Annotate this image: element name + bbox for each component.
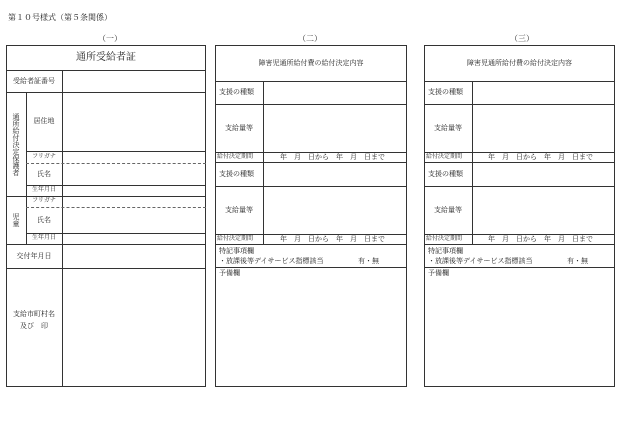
- furigana-label: フリガナ: [32, 152, 56, 160]
- section-label-one: （一）: [98, 34, 122, 44]
- amount-field[interactable]: [473, 105, 614, 151]
- child-furigana-field[interactable]: [63, 197, 205, 206]
- child-birthdate-label: 生年月日: [31, 234, 56, 242]
- divider: [263, 234, 264, 244]
- child-name-field[interactable]: [63, 208, 205, 232]
- remarks-label: 予備欄: [219, 269, 240, 277]
- period-value: 年 月 日から 年 月 日まで: [488, 234, 593, 243]
- guardian-group-label: 通所給付決定保護者: [12, 112, 21, 176]
- child-group-label: 児童: [12, 213, 21, 227]
- certificate-title: 通所受給者証: [76, 51, 136, 63]
- name-field[interactable]: [63, 164, 205, 184]
- child-birthdate-field[interactable]: [63, 234, 205, 243]
- remarks-field[interactable]: [216, 280, 406, 386]
- service-type-field[interactable]: [264, 163, 406, 185]
- amount-label: 支給量等: [434, 123, 462, 132]
- address-field[interactable]: [63, 93, 205, 150]
- child-name-label: 氏名: [37, 215, 51, 224]
- amount-field[interactable]: [264, 187, 406, 233]
- divider: [424, 267, 615, 268]
- decision-title-three: 障害児通所給付費の給付決定内容: [467, 58, 572, 67]
- section-label-three: （三）: [510, 34, 534, 44]
- issuer-label-line2: 及び 印: [20, 321, 48, 330]
- furigana-field[interactable]: [63, 152, 205, 162]
- name-label: 氏名: [37, 169, 51, 178]
- form-number: 第１０号様式（第５条関係）: [8, 13, 112, 22]
- period-value: 年 月 日から 年 月 日まで: [488, 152, 593, 161]
- special-notes-label: 特記事項欄: [428, 247, 463, 255]
- special-notes-label: 特記事項欄: [219, 247, 254, 255]
- divider: [472, 234, 473, 244]
- special-notes-item: ・放課後等デイサービス指標該当: [219, 257, 324, 265]
- recipient-number-field[interactable]: [63, 71, 205, 91]
- birthdate-label: 生年月日: [31, 186, 56, 194]
- issuer-label-line1: 支給市町村名: [13, 310, 55, 319]
- issue-date-label: 交付年月日: [16, 251, 52, 260]
- address-label: 居住地: [33, 117, 55, 126]
- divider: [215, 244, 407, 245]
- special-notes-item: ・放課後等デイサービス指標該当: [428, 257, 533, 265]
- service-type-label: 支援の種類: [428, 169, 463, 178]
- remarks-label: 予備欄: [428, 269, 449, 277]
- decision-title-two: 障害児通所給付費の給付決定内容: [258, 58, 364, 67]
- amount-field[interactable]: [473, 187, 614, 233]
- divider: [472, 152, 473, 162]
- period-value: 年 月 日から 年 月 日まで: [280, 234, 385, 243]
- section-label-two: （二）: [298, 34, 322, 44]
- child-furigana-label: フリガナ: [32, 197, 56, 205]
- amount-label: 支給量等: [225, 123, 253, 132]
- service-type-label: 支援の種類: [428, 88, 463, 96]
- service-type-label: 支援の種類: [219, 169, 254, 178]
- service-type-field[interactable]: [473, 82, 614, 103]
- special-notes-choice: 有・無: [358, 257, 379, 265]
- divider: [215, 267, 407, 268]
- divider: [424, 244, 615, 245]
- service-type-label: 支援の種類: [219, 88, 254, 96]
- period-label: 給付決定期間: [426, 235, 463, 242]
- service-type-field[interactable]: [473, 163, 614, 185]
- service-type-field[interactable]: [264, 82, 406, 103]
- issuer-label: [6, 300, 62, 340]
- remarks-field[interactable]: [425, 280, 614, 386]
- period-label: 給付決定期間: [426, 153, 463, 160]
- period-label: 給付決定期間: [217, 153, 254, 160]
- amount-label: 支給量等: [434, 205, 462, 214]
- amount-label: 支給量等: [225, 205, 253, 214]
- issuer-field[interactable]: [63, 269, 205, 386]
- birthdate-field[interactable]: [63, 186, 205, 195]
- special-notes-choice: 有・無: [567, 257, 588, 265]
- period-label: 給付決定期間: [217, 235, 254, 242]
- issue-date-field[interactable]: [63, 245, 205, 267]
- amount-field[interactable]: [264, 105, 406, 151]
- divider: [263, 152, 264, 162]
- period-value: 年 月 日から 年 月 日まで: [280, 152, 385, 161]
- recipient-number-label: 受給者証番号: [13, 76, 55, 85]
